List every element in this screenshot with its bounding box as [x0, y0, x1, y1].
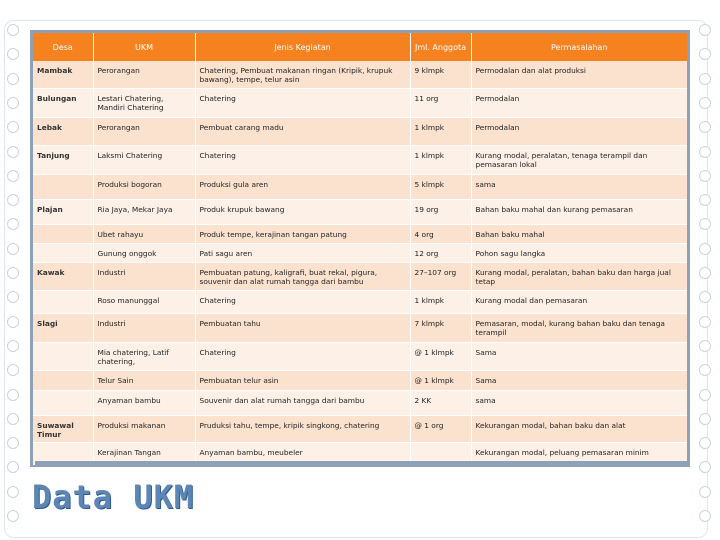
binder-dot — [699, 267, 711, 279]
cell-jenis: Chatering, Pembuat makanan ringan (Kripik, krupuk bawang), tempe, telur asin — [195, 61, 410, 88]
binder-dot — [699, 170, 711, 182]
binder-dot — [7, 146, 19, 158]
cell-ukm: Laksmi Chatering — [93, 145, 195, 174]
binder-dot — [7, 486, 19, 498]
binder-dot — [7, 291, 19, 303]
binder-dot — [699, 243, 711, 255]
cell-ukm: Perorangan — [93, 61, 195, 88]
cell-ukm: Mia chatering, Latif chatering, — [93, 342, 195, 370]
binder-dot — [699, 218, 711, 230]
binder-dot — [7, 461, 19, 473]
table-row — [33, 117, 687, 145]
cell-jenis: Produksi gula aren — [195, 174, 410, 199]
cell-masalah: Permodalan dan alat produksi — [471, 61, 687, 88]
table-row — [33, 390, 687, 415]
cell-desa: Tanjung — [33, 145, 93, 174]
cell-ukm: Anyaman bambu — [93, 390, 195, 415]
cell-desa: Bulungan — [33, 88, 93, 117]
cell-jml: 2 KK — [410, 390, 471, 415]
binder-dot — [699, 364, 711, 376]
cell-jenis: Chatering — [195, 290, 410, 313]
ukm-table — [33, 33, 687, 465]
cell-jml: 4 org — [410, 224, 471, 243]
binder-dot — [7, 510, 19, 522]
cell-masalah: sama — [471, 390, 687, 415]
header-jml-anggota: Jml. Anggota — [410, 33, 471, 61]
cell-jml: 9 klmpk — [410, 61, 471, 88]
cell-masalah: Bahan baku mahal — [471, 224, 687, 243]
cell-ukm: Produksi bogoran — [93, 174, 195, 199]
cell-desa — [33, 370, 93, 390]
cell-desa — [33, 224, 93, 243]
cell-jenis: Chatering — [195, 342, 410, 370]
binder-dot — [699, 48, 711, 60]
binder-dot — [699, 510, 711, 522]
cell-jml: 12 org — [410, 243, 471, 262]
cell-masalah: Permodalan — [471, 88, 687, 117]
table-row — [33, 199, 687, 224]
cell-masalah: Kekurangan modal, bahan baku dan alat — [471, 415, 687, 442]
left-binder-dots — [7, 24, 19, 534]
binder-dot — [699, 413, 711, 425]
binder-dot — [7, 389, 19, 401]
cell-ukm: Perorangan — [93, 117, 195, 145]
header-permasalahan: Permasalahan — [471, 33, 687, 61]
binder-dot — [7, 24, 19, 36]
table-row — [33, 88, 687, 117]
cell-masalah: Sama — [471, 370, 687, 390]
table-row — [33, 342, 687, 370]
binder-dot — [7, 73, 19, 85]
table-row — [33, 370, 687, 390]
cell-jml: 19 org — [410, 199, 471, 224]
cell-ukm: Telur Sain — [93, 370, 195, 390]
table-row — [33, 313, 687, 342]
cell-jml: 27–107 org — [410, 262, 471, 290]
binder-dot — [699, 340, 711, 352]
cell-jml: @ 1 klmpk — [410, 342, 471, 370]
table-row — [33, 145, 687, 174]
binder-dot — [699, 437, 711, 449]
cell-masalah: Kurang modal, peralatan, tenaga terampil dan pemasaran lokal — [471, 145, 687, 174]
binder-dot — [7, 340, 19, 352]
binder-dot — [7, 170, 19, 182]
table-row — [33, 61, 687, 88]
cell-masalah: Kurang modal, peralatan, bahan baku dan harga jual tetap — [471, 262, 687, 290]
cell-jml: 1 klmpk — [410, 117, 471, 145]
cell-desa — [33, 174, 93, 199]
cell-ukm: Industri — [93, 262, 195, 290]
cell-masalah: Pohon sagu langka — [471, 243, 687, 262]
table-row — [33, 243, 687, 262]
cell-jml: 11 org — [410, 88, 471, 117]
table-row — [33, 224, 687, 243]
cell-masalah: sama — [471, 174, 687, 199]
cell-desa — [33, 390, 93, 415]
binder-dot — [7, 267, 19, 279]
binder-dot — [699, 486, 711, 498]
cell-jml: 7 klmpk — [410, 313, 471, 342]
cell-jenis: Produk krupuk bawang — [195, 199, 410, 224]
binder-dot — [7, 316, 19, 328]
header-desa: Desa — [33, 33, 93, 61]
cell-jenis: Pruduksi tahu, tempe, kripik singkong, chatering — [195, 415, 410, 442]
cell-desa — [33, 290, 93, 313]
binder-dot — [7, 364, 19, 376]
header-jenis-kegiatan: Jenis Kegiatan — [195, 33, 410, 61]
cell-masalah: Pemasaran, modal, kurang bahan baku dan tenaga terampil — [471, 313, 687, 342]
cell-ukm: Ubet rahayu — [93, 224, 195, 243]
cell-jml: @ 1 org — [410, 415, 471, 442]
cell-jml: 5 klmpk — [410, 174, 471, 199]
cell-jenis: Chatering — [195, 88, 410, 117]
table-row — [33, 174, 687, 199]
binder-dot — [7, 194, 19, 206]
cell-jml: 1 klmpk — [410, 290, 471, 313]
cell-ukm: Lestari Chatering, Mandiri Chatering — [93, 88, 195, 117]
binder-dot — [7, 121, 19, 133]
binder-dot — [7, 243, 19, 255]
cell-desa: Kawak — [33, 262, 93, 290]
cell-jenis: Chatering — [195, 145, 410, 174]
binder-dot — [699, 24, 711, 36]
cell-desa: Mambak — [33, 61, 93, 88]
binder-dot — [699, 291, 711, 303]
cell-masalah: Bahan baku mahal dan kurang pemasaran — [471, 199, 687, 224]
binder-dot — [699, 461, 711, 473]
cell-jenis: Souvenir dan alat rumah tangga dari bambu — [195, 390, 410, 415]
cell-jenis: Produk tempe, kerajinan tangan patung — [195, 224, 410, 243]
binder-dot — [7, 48, 19, 60]
table-row — [33, 262, 687, 290]
binder-dot — [699, 146, 711, 158]
table-row — [33, 290, 687, 313]
cell-jenis: Pembuatan telur asin — [195, 370, 410, 390]
cell-desa — [33, 243, 93, 262]
cell-jml: 1 klmpk — [410, 145, 471, 174]
binder-dot — [699, 389, 711, 401]
cell-desa — [33, 342, 93, 370]
cell-masalah: Permodalan — [471, 117, 687, 145]
cell-desa: Slagi — [33, 313, 93, 342]
ukm-table-container — [30, 30, 690, 467]
binder-dot — [699, 121, 711, 133]
binder-dot — [699, 97, 711, 109]
cell-masalah: Kekurangan modal, peluang pemasaran minim — [471, 442, 687, 464]
cell-ukm: Produksi makanan — [93, 415, 195, 442]
binder-dot — [7, 437, 19, 449]
slide-title: Data UKM — [32, 478, 195, 516]
table-bottom-bar — [35, 461, 687, 465]
cell-desa: Lebak — [33, 117, 93, 145]
binder-dot — [699, 73, 711, 85]
table-header-row — [33, 33, 687, 61]
cell-ukm: Gunung onggok — [93, 243, 195, 262]
cell-jenis: Pembuatan tahu — [195, 313, 410, 342]
cell-desa: Suwawal Timur — [33, 415, 93, 442]
cell-jenis: Anyaman bambu, meubeler — [195, 442, 410, 464]
cell-desa: Plajan — [33, 199, 93, 224]
cell-masalah: Kurang modal dan pemasaran — [471, 290, 687, 313]
cell-ukm: Industri — [93, 313, 195, 342]
cell-masalah: Sama — [471, 342, 687, 370]
binder-dot — [699, 316, 711, 328]
cell-jml: @ 1 klmpk — [410, 370, 471, 390]
binder-dot — [699, 194, 711, 206]
binder-dot — [7, 97, 19, 109]
cell-jenis: Pati sagu aren — [195, 243, 410, 262]
cell-ukm: Ria Jaya, Mekar Jaya — [93, 199, 195, 224]
table-row — [33, 415, 687, 442]
table-body — [33, 61, 687, 464]
binder-dot — [7, 413, 19, 425]
cell-ukm: Roso manunggal — [93, 290, 195, 313]
cell-jenis: Pembuat carang madu — [195, 117, 410, 145]
cell-ukm: Kerajinan Tangan — [93, 442, 195, 464]
cell-jenis: Pembuatan patung, kaligrafi, buat rekal, pigura, souvenir dan alat rumah tangga dari bambu — [195, 262, 410, 290]
right-binder-dots — [699, 24, 711, 534]
binder-dot — [7, 218, 19, 230]
header-ukm: UKM — [93, 33, 195, 61]
